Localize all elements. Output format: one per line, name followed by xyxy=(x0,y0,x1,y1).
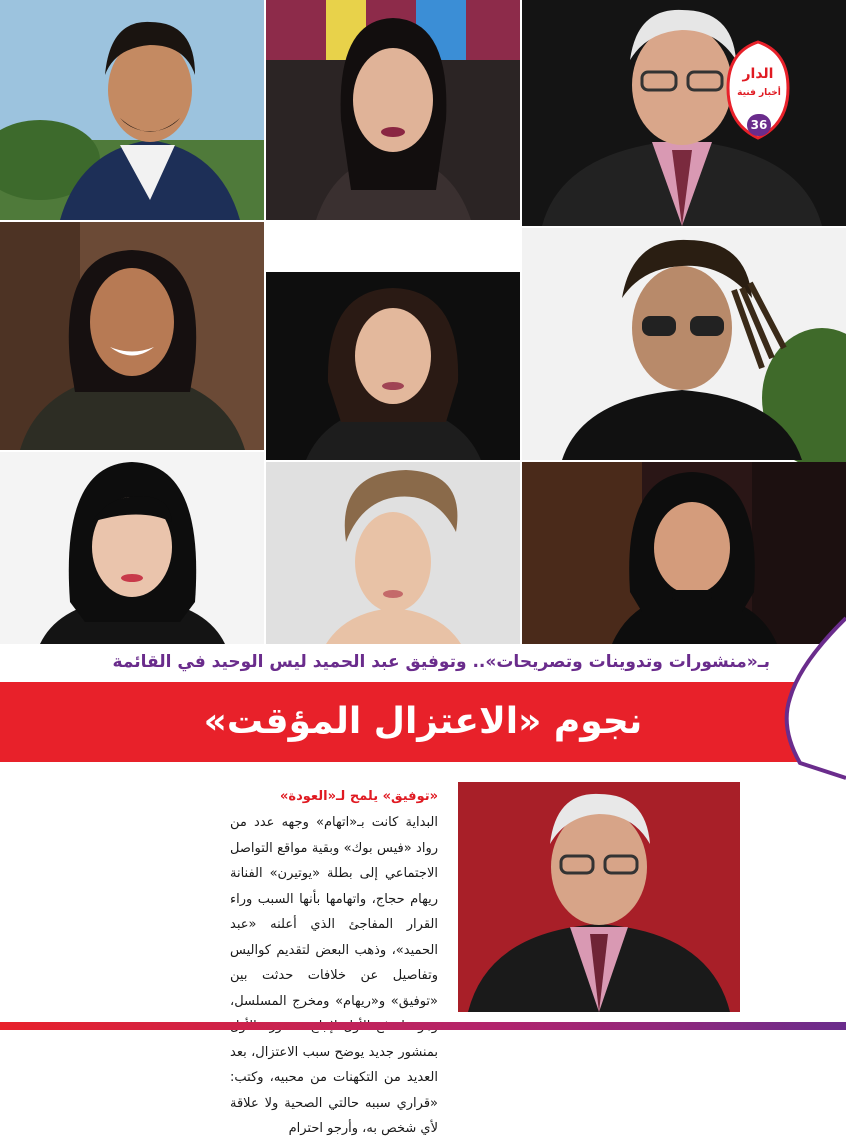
photo-young-man-blue-blazer xyxy=(0,0,264,220)
article-body: البداية كانت بـ«اتهام» وجهه عدد من رواد «فيس بوك» وبقية مواقع التواصل الاجتماعي إلى بطلة «يوتيرن» الفنانة ريهام حجاج، واتهامها بأنها السبب وراء القرار المفاجئ الذي أعلنه «عبد الحميد»، وذهب البعض لتقديم كواليس وتفاصيل عن خلافات حدثت بين «توفيق» و«ريهام» ومخرج المسلسل، بمنشور جديد يوضح سبب الاعتزال، بعد العديد من التكهنات من محبيه، وكتب: «قراري سببه حالتي الصحية ولا علاقة لأي شخص به، وأرجو احترام xyxy=(230,815,438,1136)
photo-woman-patterned-top xyxy=(0,222,264,450)
headline-deck: بـ«منشورات وتدوينات وتصريحات».. وتوفيق عبد الحميد ليس الوحيد في القائمة xyxy=(112,652,770,672)
photo-older-man-glasses-top xyxy=(522,0,846,226)
photo-woman-dark-wig-theater xyxy=(522,462,846,644)
photo-older-man-glasses-article xyxy=(458,782,740,1012)
magazine-logo: الدار xyxy=(742,66,774,82)
article-subhead: «توفيق» يلمح لـ«العودة» xyxy=(280,789,438,804)
photo-man-dreadlocks-sunglasses xyxy=(522,228,846,460)
photo-woman-black-dress xyxy=(266,272,520,460)
headline-title: نجوم «الاعتزال المؤقت» xyxy=(203,701,643,742)
page-number: 36 xyxy=(747,114,771,136)
section-label: أخبار فنية xyxy=(737,88,781,98)
photo-woman-bangs-portrait xyxy=(0,452,264,644)
photo-woman-blonde-updo xyxy=(266,462,520,644)
bottom-color-bar xyxy=(0,1022,846,1030)
photo-woman-dark-hair-lipstick xyxy=(266,0,520,220)
